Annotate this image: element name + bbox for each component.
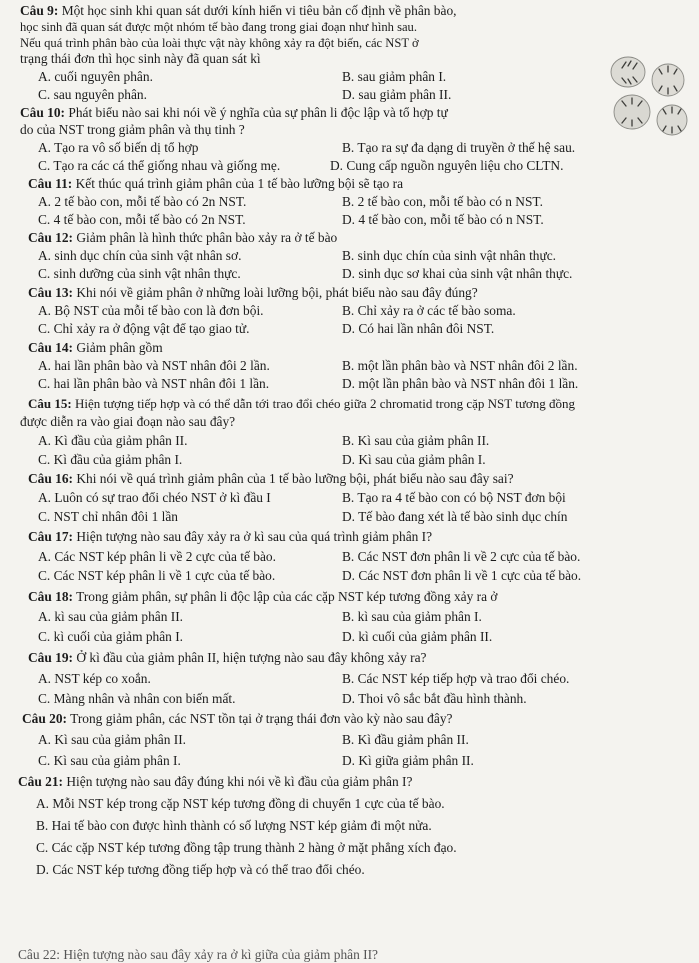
question-16-option-c[interactable]: C. NST chỉ nhân đôi 1 lần [38,509,178,524]
question-15-option-b[interactable]: B. Kì sau của giảm phân II. [342,433,490,448]
question-9-option-c[interactable]: C. sau nguyên phân. [38,87,147,102]
question-16-option-d[interactable]: D. Tế bào đang xét là tế bào sinh dục chín [342,509,568,524]
question-18-option-d[interactable]: D. kì cuối của giảm phân II. [342,629,493,644]
question-21-option-b[interactable]: B. Hai tế bào con được hình thành có số lượng NST kép giảm đi một nửa. [36,818,432,833]
question-21-option-d[interactable]: D. Các NST kép tương đồng tiếp hợp và có thể trao đổi chéo. [36,862,365,877]
question-9-option-d[interactable]: D. sau giảm phân II. [342,87,452,102]
question-14-option-a[interactable]: A. hai lần phân bào và NST nhân đôi 2 lần. [38,358,270,373]
question-18-option-b[interactable]: B. kì sau của giảm phân I. [342,609,482,624]
question-13-line-1: Câu 13: Khi nói về giảm phân ở những loài lưỡng bội, phát biểu nào sau đây đúng? [28,285,478,300]
question-20-line-1: Câu 20: Trong giảm phân, các NST tồn tại ở trạng thái đơn vào kỳ nào sau đây? [22,711,453,726]
question-11-line-1: Câu 11: Kết thúc quá trình giảm phân của 1 tế bào lưỡng bội sẽ tạo ra [28,176,404,191]
question-9-option-b[interactable]: B. sau giảm phân I. [342,69,447,84]
question-11-option-d[interactable]: D. 4 tế bào con, mỗi tế bào có n NST. [342,212,544,227]
question-13-option-b[interactable]: B. Chỉ xảy ra ở các tế bào soma. [342,303,516,318]
question-18-option-a[interactable]: A. kì sau của giảm phân II. [38,609,184,624]
question-14-option-d[interactable]: D. một lần phân bào và NST nhân đôi 1 lần. [342,376,579,391]
question-15-line-1: Câu 15: Hiện tượng tiếp hợp và có thể dẫn tới trao đổi chéo giữa 2 chromatid trong cặp NST tương đồng [28,396,575,411]
cell-micrograph [598,50,698,145]
question-10-line-1: Câu 10: Phát biểu nào sai khi nói về ý nghĩa của sự phân li độc lập và tổ hợp tự [20,105,448,120]
question-19-option-b[interactable]: B. Các NST kép tiếp hợp và trao đổi chéo. [342,671,570,686]
question-11-option-c[interactable]: C. 4 tế bào con, mỗi tế bào có 2n NST. [38,212,246,227]
question-14-option-b[interactable]: B. một lần phân bào và NST nhân đôi 2 lần. [342,358,578,373]
question-11-option-a[interactable]: A. 2 tế bào con, mỗi tế bào có 2n NST. [38,194,247,209]
question-22-partial-line: Câu 22: Hiện tượng nào sau đây xảy ra ở kì giữa của giảm phân II? [18,947,378,962]
question-10-option-a[interactable]: A. Tạo ra vô số biến dị tổ hợp [38,140,199,155]
question-15-line-2: được diễn ra vào giai đoạn nào sau đây? [20,414,236,429]
question-20-option-b[interactable]: B. Kì đầu giảm phân II. [342,732,469,747]
question-18-option-c[interactable]: C. kì cuối của giảm phân I. [38,629,184,644]
question-16-option-b[interactable]: B. Tạo ra 4 tế bào con có bộ NST đơn bội [342,490,566,505]
question-17-option-b[interactable]: B. Các NST đơn phân li về 2 cực của tế bào. [342,549,581,564]
question-12-option-a[interactable]: A. sinh dục chín của sinh vật nhân sơ. [38,248,242,263]
question-12-option-b[interactable]: B. sinh dục chín của sinh vật nhân thực. [342,248,557,263]
question-17-option-d[interactable]: D. Các NST đơn phân li về 1 cực của tế bào. [342,568,582,583]
question-10-option-b[interactable]: B. Tạo ra sự đa dạng di truyền ở thế hệ sau. [342,140,576,155]
question-12-option-d[interactable]: D. sinh dục sơ khai của sinh vật nhân thực. [342,266,573,281]
question-18-line-1: Câu 18: Trong giảm phân, sự phân li độc lập của các cặp NST kép tương đồng xảy ra ở [28,589,498,604]
question-15-option-c[interactable]: C. Kì đầu của giảm phân I. [38,452,183,467]
question-10-option-c[interactable]: C. Tạo ra các cá thể giống nhau và giống mẹ. [38,158,281,173]
question-9-line-4: trạng thái đơn thì học sinh này đã quan sát kì [20,51,261,66]
question-13-option-c[interactable]: C. Chỉ xảy ra ở động vật để tạo giao tử. [38,321,250,336]
question-16-option-a[interactable]: A. Luôn có sự trao đổi chéo NST ở kì đầu I [38,490,271,505]
question-9-line-3: Nếu quá trình phân bào của loài thực vật này không xảy ra đột biến, các NST ở [20,36,419,50]
question-10-option-d[interactable]: D. Cung cấp nguồn nguyên liệu cho CLTN. [330,158,564,173]
question-21-line-1: Câu 21: Hiện tượng nào sau đây đúng khi nói về kì đầu của giảm phân I? [18,774,413,789]
question-10-line-2: do của NST trong giảm phân và thụ tinh ? [20,122,245,137]
question-12-line-1: Câu 12: Giảm phân là hình thức phân bào xảy ra ở tế bào [28,230,338,245]
question-21-option-c[interactable]: C. Các cặp NST kép tương đồng tập trung thành 2 hàng ở mặt phẳng xích đạo. [36,840,457,855]
question-12-option-c[interactable]: C. sinh dưỡng của sinh vật nhân thực. [38,266,241,281]
question-15-option-a[interactable]: A. Kì đầu của giảm phân II. [38,433,188,448]
question-11-option-b[interactable]: B. 2 tế bào con, mỗi tế bào có n NST. [342,194,543,209]
question-13-option-a[interactable]: A. Bộ NST của mỗi tế bào con là đơn bội. [38,303,264,318]
question-14-option-c[interactable]: C. hai lần phân bào và NST nhân đôi 1 lần. [38,376,270,391]
question-19-option-c[interactable]: C. Màng nhân và nhân con biến mất. [38,691,236,706]
question-19-option-a[interactable]: A. NST kép co xoắn. [38,671,151,686]
question-20-option-c[interactable]: C. Kì sau của giảm phân I. [38,753,181,768]
question-13-option-d[interactable]: D. Có hai lần nhân đôi NST. [342,321,495,336]
question-20-option-a[interactable]: A. Kì sau của giảm phân II. [38,732,186,747]
question-21-option-a[interactable]: A. Mỗi NST kép trong cặp NST kép tương đồng di chuyển 1 cực của tế bào. [36,796,445,811]
question-20-option-d[interactable]: D. Kì giữa giảm phân II. [342,753,474,768]
question-19-line-1: Câu 19: Ở kì đầu của giảm phân II, hiện tượng nào sau đây không xảy ra? [28,650,427,665]
question-9-option-a[interactable]: A. cuối nguyên phân. [38,69,153,84]
question-14-line-1: Câu 14: Giảm phân gồm [28,340,163,355]
question-19-option-d[interactable]: D. Thoi vô sắc bắt đầu hình thành. [342,691,527,706]
question-17-line-1: Câu 17: Hiện tượng nào sau đây xảy ra ở kì sau của quá trình giảm phân I? [28,529,433,544]
question-17-option-c[interactable]: C. Các NST kép phân li về 1 cực của tế bào. [38,568,276,583]
question-16-line-1: Câu 16: Khi nói về quá trình giảm phân của 1 tế bào lưỡng bội, phát biểu nào sau đây sai? [28,471,514,486]
question-9-line-2: học sinh đã quan sát được một nhóm tế bào đang trong giai đoạn như hình sau. [20,20,418,34]
question-17-option-a[interactable]: A. Các NST kép phân li về 2 cực của tế bào. [38,549,276,564]
question-9-line-1: Câu 9: Một học sinh khi quan sát dưới kính hiển vi tiêu bản cố định về phân bào, [20,3,457,18]
question-15-option-d[interactable]: D. Kì sau của giảm phân I. [342,452,486,467]
